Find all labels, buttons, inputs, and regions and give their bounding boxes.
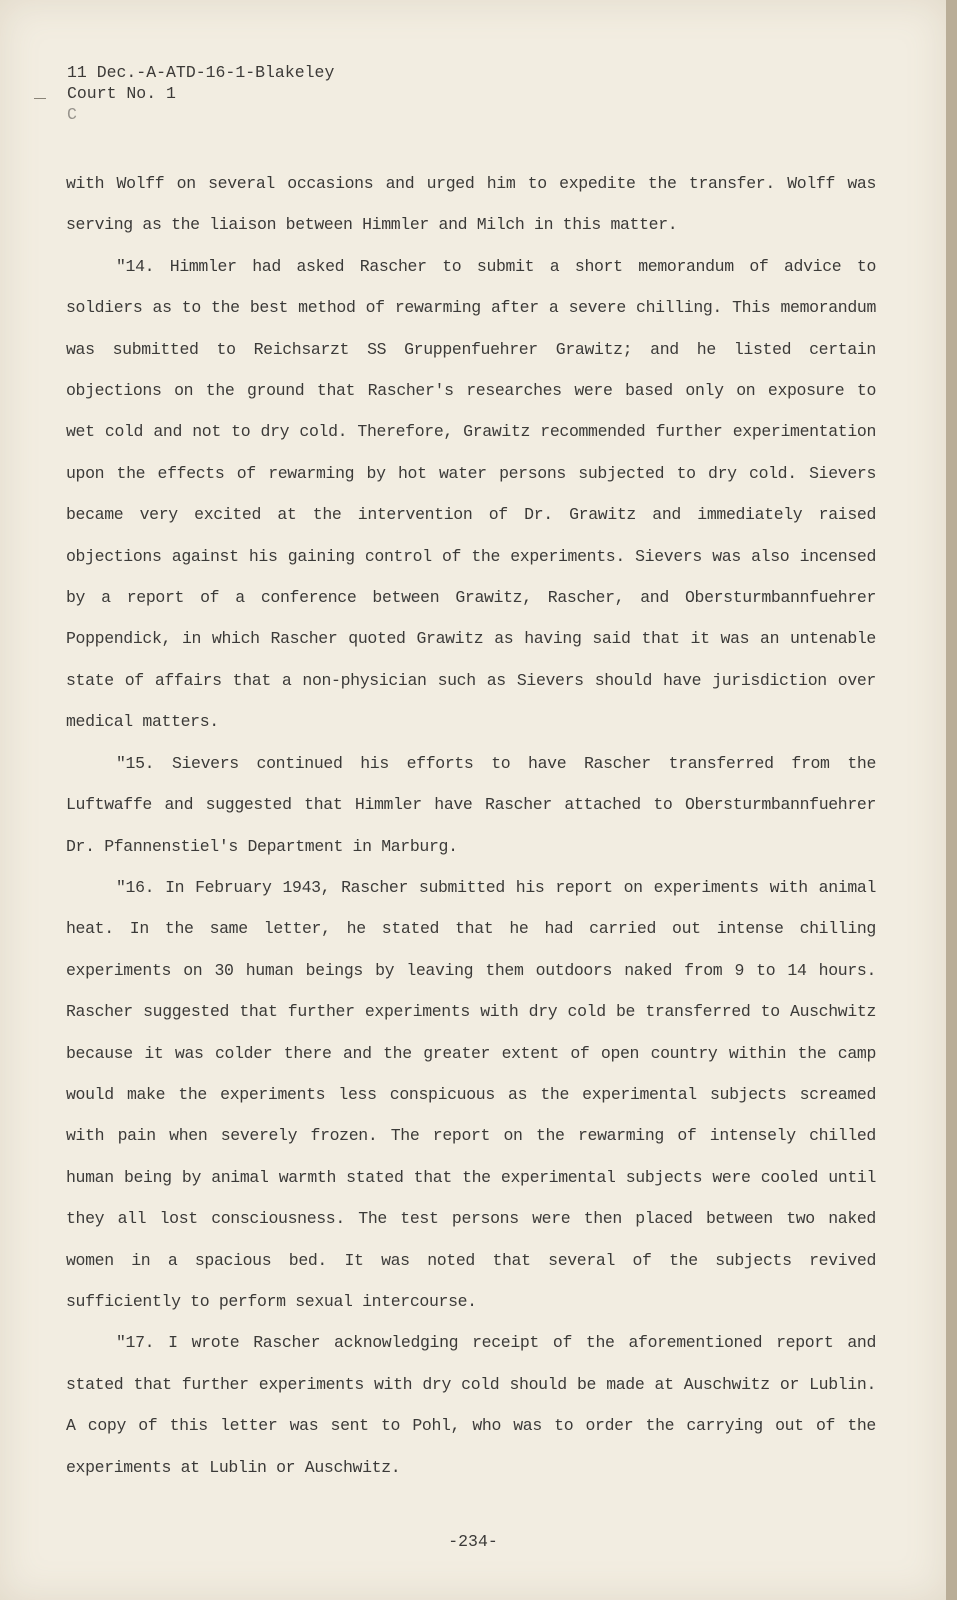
- paragraph-continuation: with Wolff on several occasions and urged him to expedite the transfer. Wolff was serving as the liaison between Himmler and Milch in this matter.: [66, 174, 876, 235]
- header-reference-line: 11 Dec.-A-ATD-16-1-Blakeley: [67, 63, 335, 82]
- header-mark: C: [67, 105, 77, 124]
- paragraph-17: "17. I wrote Rascher acknowledging receipt of the aforementioned report and stated that further experiments with dry cold should be made at Auschwitz or Lublin. A copy of this letter was sent to Pohl, who was to order the carrying out of the experiments at Lublin or Auschwitz.: [66, 1333, 876, 1477]
- paragraph-16: "16. In February 1943, Rascher submitted his report on experiments with animal heat. In the same letter, he stated that he had carried out intense chilling experiments on 30 human beings by leaving them outdoors naked from 9 to 14 hours. Rascher suggested that further experiments with dry cold be transferred to Auschwitz because it was colder there and the greater extent of open country within the camp would make the experiments less conspicuous as the experimental subjects screamed with pain when severely frozen. The report on the rewarming of intensely chilled human being by animal warmth stated that the experimental subjects were cooled until they all lost consciousness. The test persons were then placed between two naked women in a spacious bed. It was noted that several of the subjects revived sufficiently to perform sexual intercourse.: [66, 877, 876, 1311]
- header-court-line: Court No. 1: [67, 84, 176, 103]
- page-edge: [946, 0, 957, 1600]
- margin-mark: [34, 98, 46, 99]
- document-header: [67, 62, 334, 125]
- paragraph-14: "14. Himmler had asked Rascher to submit a short memorandum of advice to soldiers as to the best method of rewarming after a severe chilling. This memorandum was submitted to Reichsarzt SS Gruppenfuehrer Grawitz; and he listed certain objections on the ground that Rascher's researches were based only on exposure to wet cold and not to dry cold. Therefore, Grawitz recommended further experimentation upon the effects of rewarming by hot water persons subjected to dry cold. Sievers became very excited at the intervention of Dr. Grawitz and immediately raised objections against his gaining control of the experiments. Sievers was also incensed by a report of a conference between Grawitz, Rascher, and Obersturmbannfuehrer Poppendick, in which Rascher quoted Grawitz as having said that it was an untenable state of affairs that a non-physician such as Sievers should have jurisdiction over medical matters.: [66, 256, 876, 732]
- paragraph-15: "15. Sievers continued his efforts to have Rascher transferred from the Luftwaffe and suggested that Himmler have Rascher attached to Obersturmbannfuehrer Dr. Pfannenstiel's Department in Marburg.: [66, 753, 876, 856]
- page-number: -234-: [448, 1532, 498, 1551]
- document-body: [66, 163, 876, 1488]
